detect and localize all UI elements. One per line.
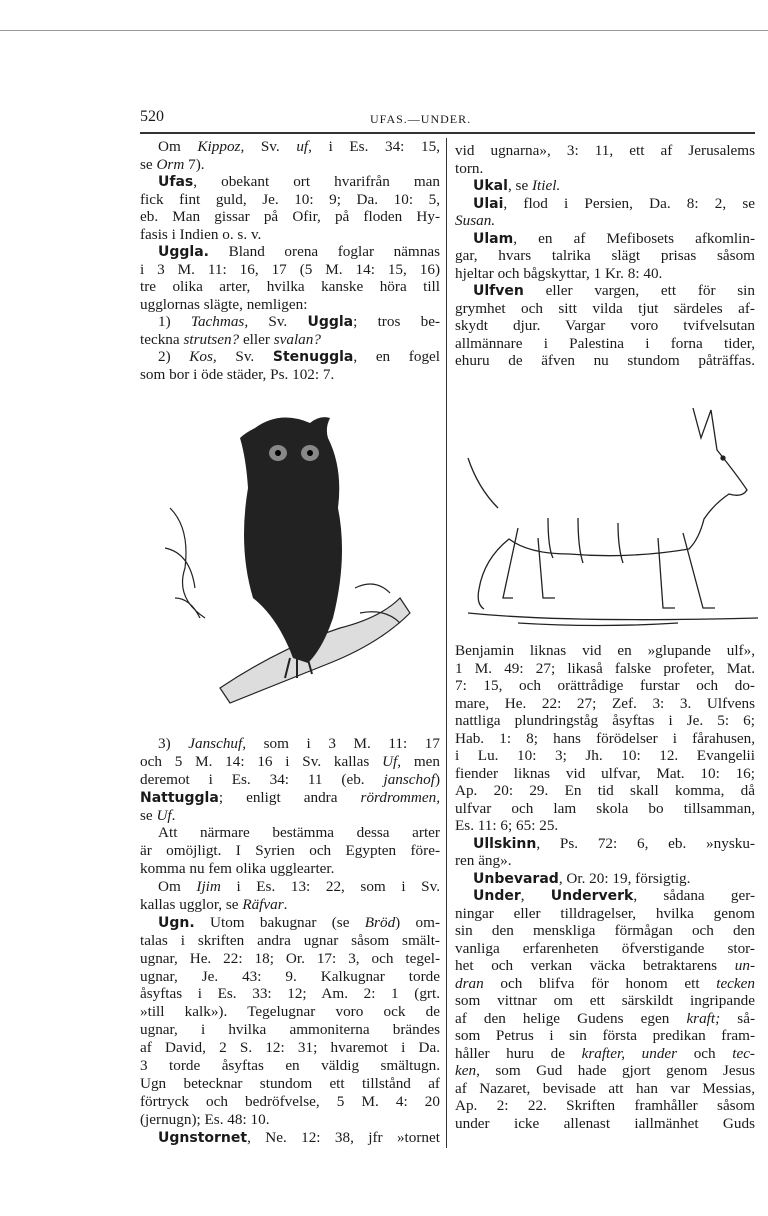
text-run: . [171, 806, 176, 824]
headword: Ullskinn [473, 835, 537, 852]
text-line [455, 695, 755, 713]
text-line [455, 905, 755, 923]
text-line [455, 660, 755, 678]
text-line [140, 1129, 440, 1147]
text-run: eller [239, 330, 274, 348]
headword: Nattuggla [140, 789, 219, 806]
header-rule [140, 132, 755, 134]
text-line [140, 296, 440, 314]
text-run: ehuru de äfven nu stundom påträffas. [455, 352, 755, 369]
left-column-bottom-text [140, 735, 440, 1146]
text-line [455, 817, 755, 835]
text-line [140, 1003, 440, 1021]
text-line [455, 1062, 755, 1080]
text-run: gar, hvars talrika slägt prisas såsom [455, 247, 755, 264]
text-line [455, 142, 755, 160]
right-column-bottom-text [455, 642, 755, 1132]
text-run: åsyftas i Es. 33: 12; Am. 2: 1 (grt. [140, 985, 440, 1003]
text-run: »till kalk»). Tegelugnar voro ock de [140, 1003, 440, 1021]
italic-term: Itiel. [531, 177, 561, 194]
text-run: Om [158, 138, 198, 155]
text-run: som Gud hade gjort genom Jesus [479, 1062, 755, 1079]
text-line [140, 1075, 440, 1093]
text-run: Es. 11: 6; 65: 25. [455, 817, 559, 834]
text-run: Utom bakugnar (se [194, 913, 365, 931]
text-run: ningar eller tilldragelser, hvilka genom [455, 904, 755, 922]
headword: Ulam [473, 230, 514, 247]
text-line [455, 852, 755, 870]
text-run: förtryck och bedröfvelse, 5 M. 4: 20 [140, 1092, 440, 1110]
text-run: eb. Man gissar på Ofir, på floden Hy- [140, 208, 440, 225]
left-column-top-text [140, 138, 440, 383]
text-line [455, 230, 755, 248]
text-line [455, 300, 755, 318]
text-run: grymhet och sitt vilda tjut särdeles af- [455, 299, 755, 317]
text-line [455, 765, 755, 783]
text-line [455, 1045, 755, 1063]
text-run: håller huru de [455, 1044, 582, 1062]
text-run: Sv. [216, 348, 273, 365]
text-line [140, 950, 440, 968]
text-run: 3 torde åsyftas en väldig smältugn. [140, 1057, 440, 1075]
text-line [455, 642, 755, 660]
text-run: ugglornas slägte, nemligen: [140, 295, 308, 313]
text-run: , [520, 887, 551, 904]
text-run: , Ne. 12: 38, jfr »tornet [247, 1128, 440, 1146]
text-run: Ap. 2: 22. Skriften framhåller såsom [455, 1097, 755, 1114]
text-run: är omöjligt. I Syrien och Egypten före- [140, 842, 440, 860]
text-run: hjeltar och bågskyttar, 1 Kr. 8: 40. [455, 264, 663, 282]
text-run: 1) [158, 313, 191, 330]
text-run: som bor i öde städer, Ps. 102: 7. [140, 365, 335, 383]
text-run: 1 M. 49: 27; likaså falske profeter, Mat. [455, 659, 755, 677]
text-run: som vittnar om ett särskildt ingripande [455, 992, 755, 1009]
headword: Ulfven [473, 283, 524, 299]
text-run: , Ps. 72: 6, eb. »nysku- [536, 834, 755, 852]
text-line [140, 985, 440, 1003]
text-run: ugnar, Je. 43: 9. Kalkugnar torde [140, 967, 440, 985]
text-line [140, 932, 440, 950]
text-line [140, 208, 440, 226]
headword: Stenuggla [272, 349, 354, 365]
text-run: fiender liknas vid ulfvar, Mat. 10: 16; [455, 764, 755, 782]
italic-term: tecken [716, 974, 755, 992]
text-line [140, 313, 440, 331]
text-line [455, 160, 755, 178]
text-line [455, 282, 755, 300]
text-line [455, 1097, 755, 1115]
text-run: torn. [455, 159, 484, 177]
headword: Unbevarad [473, 870, 559, 887]
italic-term: Kippoz, [197, 138, 245, 155]
text-line [455, 195, 755, 213]
headword: Uggla [307, 314, 354, 330]
text-line [140, 243, 440, 261]
text-line [455, 712, 755, 730]
right-column-top-text [455, 142, 755, 370]
text-line [140, 261, 440, 279]
text-run: under icke allenast iallmänhet Guds [455, 1114, 755, 1132]
text-run: se [140, 806, 157, 824]
text-line [455, 887, 755, 905]
text-run: teckna [140, 330, 184, 348]
text-line [140, 807, 440, 825]
text-run: komma nu fem olika ugglearter. [140, 860, 335, 878]
text-run: och blifva för honom ett [483, 974, 717, 992]
text-run: af David, 2 S. 12: 31; hvaremot i Da. [140, 1039, 440, 1057]
italic-term: Bröd [364, 913, 396, 931]
text-run: ren äng». [455, 852, 512, 869]
italic-term: Tachmas, [190, 313, 249, 330]
text-line [140, 735, 440, 753]
headword: Ukal [473, 178, 508, 194]
text-line [140, 1021, 440, 1039]
running-head: UFAS.—UNDER. [370, 112, 472, 126]
text-line [140, 156, 440, 174]
italic-term: Räfvar [242, 896, 284, 914]
text-line [140, 968, 440, 986]
text-line [455, 922, 755, 940]
text-run: men [401, 752, 440, 770]
text-run: , sådana ger- [633, 887, 756, 904]
headword: Ugnstornet [158, 1129, 248, 1146]
text-line [455, 730, 755, 748]
text-run: allmännare i Palestina i forna tider, [455, 334, 755, 352]
scan-edge [0, 30, 768, 31]
text-line [455, 1010, 755, 1028]
italic-term: uf, [296, 138, 312, 155]
text-run: Ugn betecknar stundom ett tillstånd af [140, 1074, 440, 1092]
text-line [455, 835, 755, 853]
text-run: Om [158, 878, 197, 896]
text-run: (jernugn); Es. 48: 10. [140, 1110, 270, 1128]
text-run: Sv. [244, 138, 297, 155]
italic-term: un- [734, 957, 755, 974]
text-run: Sv. [248, 313, 308, 330]
text-run: ulfvar och lam skola bo tillsamman, [455, 799, 755, 817]
text-line [140, 771, 440, 789]
owl-illustration [160, 398, 415, 718]
text-run: het och verkan väcka betraktarens [455, 957, 735, 974]
text-run: ; tros be- [353, 313, 440, 330]
text-line [140, 914, 440, 932]
text-line [455, 212, 755, 230]
headword: Ufas [158, 174, 194, 190]
text-run: ; enligt andra [218, 788, 361, 806]
italic-term: strutsen? [183, 330, 240, 348]
text-run: deremot i Es. 34: 11 (eb. [140, 770, 384, 788]
text-line [455, 247, 755, 265]
text-line [455, 992, 755, 1010]
text-run: mare, He. 22: 27; Zef. 3: 3. Ulfvens [455, 694, 755, 712]
text-line [140, 191, 440, 209]
text-run: Att närmare bestämma dessa arter [158, 824, 440, 842]
text-run: . [283, 896, 288, 914]
text-run: , Or. 20: 19, försigtig. [558, 869, 691, 887]
italic-term: Ijim [196, 878, 221, 896]
text-line [455, 1027, 755, 1045]
column-divider [446, 138, 447, 1148]
text-run: ugnar, i hvilka ammoniterna brändes [140, 1021, 440, 1039]
text-line [140, 366, 440, 384]
italic-term: svalan? [273, 330, 321, 348]
italic-term: Janschuf, [188, 735, 247, 752]
text-run: , en af Mefibosets afkomlin- [513, 229, 755, 247]
text-line [455, 940, 755, 958]
text-line [455, 317, 755, 335]
text-line [140, 860, 440, 878]
text-run: i Es. 13: 22, som i Sv. [220, 878, 441, 896]
text-line [455, 335, 755, 353]
text-run: nattliga plundringståg åsyftas i Je. 5: 6; [455, 712, 755, 729]
text-line [140, 1039, 440, 1057]
headword: Ugn. [158, 914, 195, 931]
text-run: , obekant ort hvarifrån man [193, 173, 440, 190]
italic-term: rördrommen, [360, 788, 440, 806]
text-line [455, 265, 755, 283]
text-run: af den helige Gudens egen [455, 1009, 687, 1027]
italic-term: Susan. [455, 212, 496, 229]
text-run: kallas ugglor, se [140, 896, 243, 914]
text-run: sin den menskliga förmågan och den [455, 922, 755, 939]
text-line [455, 747, 755, 765]
text-run: , se [507, 177, 532, 194]
text-run: talas i skriften andra ugnar såsom smält- [140, 931, 440, 949]
text-line [455, 1115, 755, 1133]
wolf-illustration [458, 398, 763, 638]
text-line [455, 677, 755, 695]
text-run: , flod i Persien, Da. 8: 2, se [503, 194, 755, 212]
text-run: eller vargen, ett för sin [523, 282, 755, 299]
italic-term: ken, [455, 1062, 480, 1079]
text-line [455, 870, 755, 888]
text-run: se [140, 155, 157, 173]
text-line [455, 782, 755, 800]
text-run: , en fogel [353, 348, 440, 365]
text-line [455, 800, 755, 818]
text-line [140, 753, 440, 771]
page-number: 520 [140, 108, 164, 125]
text-run: i Es. 34: 15, [311, 138, 440, 155]
headword: Under [473, 888, 521, 904]
text-run: i Lu. 10: 3; Jh. 10: 12. Evangelii [455, 747, 755, 764]
text-run: i 3 M. 11: 16, 17 (5 M. 14: 15, 16) [140, 260, 440, 278]
italic-term: Orm [156, 155, 185, 173]
text-line [140, 1111, 440, 1129]
text-run: vid ugnarna», 3: 11, ett af Jerusalems [455, 142, 755, 159]
text-line [140, 789, 440, 807]
italic-term: krafter, under [581, 1044, 678, 1062]
text-line [455, 975, 755, 993]
italic-term: tec- [732, 1044, 755, 1062]
italic-term: janschof [383, 770, 435, 788]
text-line [455, 957, 755, 975]
headword: Uggla. [158, 244, 209, 260]
text-run: 3) [158, 735, 189, 752]
text-run: Bland orena foglar nämnas [208, 243, 440, 260]
text-line [140, 278, 440, 296]
text-run: 2) [158, 348, 190, 365]
text-line [140, 173, 440, 191]
text-run: Hab. 1: 8; hans förödelser i fårahusen, [455, 729, 755, 747]
text-run: och 5 M. 14: 16 i Sv. kallas [140, 752, 383, 770]
text-line [140, 842, 440, 860]
text-line [455, 177, 755, 195]
text-line [140, 824, 440, 842]
text-run: Ap. 20: 29. En tid skall komma, då [455, 782, 755, 799]
text-line [140, 331, 440, 349]
text-run: som i 3 M. 11: 17 [246, 735, 440, 752]
text-line [455, 352, 755, 370]
text-run: ) [434, 770, 440, 788]
text-run: fick fint guld, Je. 10: 9; Da. 10: 5, [140, 190, 440, 208]
text-run: ugnar, He. 22: 18; Or. 17: 3, och tegel- [140, 949, 440, 967]
text-run: så- [720, 1009, 756, 1027]
text-line [140, 138, 440, 156]
italic-term: Uf, [382, 752, 402, 770]
italic-term: Uf [156, 806, 172, 824]
text-line [140, 878, 440, 896]
text-line [140, 348, 440, 366]
text-run: ) om- [395, 913, 440, 931]
text-run: Benjamin liknas vid en »glupande ulf», [455, 642, 755, 659]
text-run: 7). [184, 155, 205, 173]
text-run: fasis i Indien o. s. v. [140, 225, 262, 243]
italic-term: Kos, [189, 348, 217, 365]
text-run: tre olika arter, hvilka kanske höra till [140, 278, 440, 295]
text-run: 7: 15, och orättrådige furstar och do- [455, 677, 755, 694]
text-run: som Petrus i sin första predikan fram- [455, 1027, 755, 1044]
text-line [140, 1057, 440, 1075]
headword: Ulai [473, 195, 504, 212]
text-line [140, 226, 440, 244]
text-line [455, 1080, 755, 1098]
text-line [140, 1093, 440, 1111]
text-run: och [677, 1044, 733, 1062]
italic-term: dran [455, 974, 484, 992]
text-run: vanliga erfarenheten öfverstigande stor- [455, 939, 755, 957]
text-run: af Nazaret, bevisade att han var Messias, [455, 1079, 755, 1097]
headword: Underverk [550, 888, 634, 904]
text-line [140, 896, 440, 914]
italic-term: kraft; [686, 1009, 721, 1027]
text-run: skydt djur. Vargar voro tvifvelsutan [455, 317, 755, 334]
